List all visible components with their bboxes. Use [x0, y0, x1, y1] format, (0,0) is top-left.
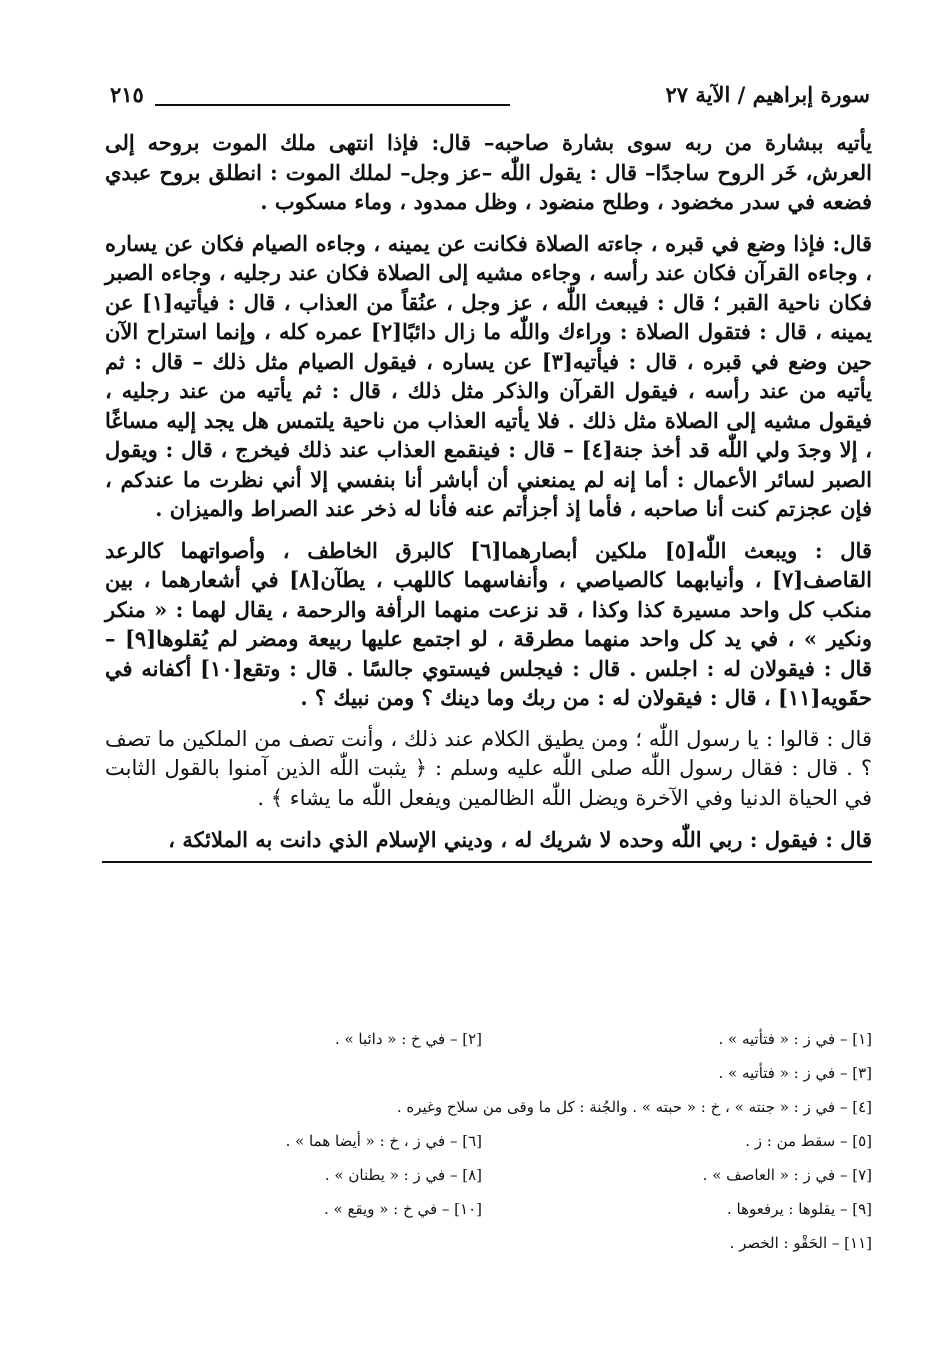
paragraph-5-last-line: قال : فيقول : ربي اللّٰه وحده لا شريك له ، وديني الإسلام الذي دانت به الملائكة ، — [102, 825, 872, 863]
running-title: سورة إبراهيم / الآية ٢٧ — [665, 82, 870, 107]
footnote: [٨] – في ز : « يطنان » . — [324, 1166, 482, 1184]
paragraph-4: قال : قالوا : يا رسول اللّٰه ؛ ومن يطيق الكلام عند ذلك ، وأنت تصف من الملكين ما تصف ؟ . قال : فقال رسول اللّٰه صلى اللّٰه عليه وسلم : ﴿ يثبت اللّٰه الذين آمنوا بالقول الثابت في الحياة الدنيا وفي الآخرة ويضل اللّٰه الظالمين ويفعل اللّٰه ما يشاء ﴾ . — [105, 726, 872, 810]
footnote-row — [180, 1056, 872, 1090]
footnote: [٧] – في ز : « العاصف » . — [702, 1166, 872, 1184]
footnote — [180, 1226, 482, 1260]
paragraph-2: قال: فإذا وضع في قبره ، جاءته الصلاة فكانت عن يمينه ، وجاءه الصيام فكان عن يساره ، وجاءه القرآن فكان عند رأسه ، وجاءه مشيه إلى الصلاة فكان عند رجليه ، وجاءه الصبر فكان ناحية القبر ؛ قال : فيبعث اللّٰه ، عز وجل ، عنُقاً من العذاب ، قال : فيأتيه[١] عن يمينه ، قال : فتقول الصلاة : وراءك واللّٰه ما زال دائبًا[٢] عمره كله ، وإنما استراح الآن حين وضع في قبره ، قال : فيأتيه[٣] عن يساره ، فيقول الصيام مثل ذلك – قال : ثم يأتيه من عند رأسه ، فيقول القرآن والذكر مثل ذلك ، قال : ثم يأتيه من عند رجليه ، فيقول مشيه إلى الصلاة مثل ذلك . فلا يأتيه العذاب من ناحية يلتمس هل يجد إليه مساغًا ، إلا وجدَ ولي اللّٰه قد أخذ جنة[٤] – قال : فينقمع العذاب عند ذلك فيخرج ، قال : ويقول الصبر لسائر الأعمال : أما إنه لم يمنعني أن أباشر أنا بنفسي إلا أني نظرت ما عندكم ، فإن عجزتم كنت أنا صاحبه ، فأما إذ أجزأتم عنه فأنا له ذخر عند الصراط والميزان . — [105, 230, 873, 521]
footnote: [١٠] – في خ : « ويقع » . — [323, 1200, 482, 1218]
footnote-row — [180, 1226, 872, 1260]
footnote-row — [180, 1192, 872, 1226]
footnote-row — [180, 1090, 872, 1124]
footnote: [٥] – سقط من : ز . — [745, 1132, 872, 1150]
footnotes — [180, 1022, 872, 1260]
page-number: ٢١٥ — [110, 82, 144, 107]
footnote-row — [180, 1158, 872, 1192]
footnote-row — [180, 1022, 872, 1056]
footnote — [180, 1090, 397, 1124]
paragraph-3: قال : ويبعث اللّٰه[٥] ملكين أبصارهما[٦] كالبرق الخاطف ، وأصواتهما كالرعد القاصف[٧] ، وأنيابهما كالصياصي ، وأنفاسهما كاللهب ، يطآن[٨] في أشعارهما ، بين منكب كل واحد مسيرة كذا وكذا ، قد نزعت منهما الرأفة والرحمة ، يقال لهما : « منكر ونكير » ، في يد كل واحد منهما مطرقة ، لو اجتمع عليها ربيعة ومضر لم يُقلوها[٩] – قال : فيقولان له : اجلس . قال : فيجلس فيستوي جالسًا . قال : وتقع[١٠] أكفانه في حقَويه[١١] ، قال : فيقولان له : من ربك وما دينك ؟ ومن نبيك ؟ . — [105, 537, 873, 710]
header-rule — [155, 104, 510, 106]
paragraph-1: يأتيه ببشارة من ربه سوى بشارة صاحبه– قال: فإذا انتهى ملك الموت بروحه إلى العرش، خَر الروح ساجدًا– قال : يقول اللّٰه –عز وجل– لملك الموت : انطلق بروح عبدي فضعه في سدر مخضود ، وطلح منضود ، وظل ممدود ، وماء مسكوب . — [105, 130, 872, 214]
main-text — [105, 128, 872, 863]
footnote: [٦] – في ز ، خ : « أيضا هما » . — [285, 1132, 482, 1150]
footnote-row — [180, 1124, 872, 1158]
footnote: [٢] – في خ : « دائبا » . — [334, 1030, 482, 1048]
footnote: [١١] – الحَقْو : الخصر . — [729, 1234, 872, 1252]
footnote: [٩] – يقلوها : يرفعوها . — [727, 1200, 872, 1218]
footnote: [٣] – في ز : « فتأتيه » . — [718, 1064, 872, 1082]
footnote — [180, 1056, 482, 1090]
page-header — [100, 82, 870, 122]
footnote: [١] – في ز : « فتأتيه » . — [718, 1030, 872, 1048]
footnote: [٤] – في ز : « جنته » ، خ : « حبته » . والجُنة : كل ما وقى من سلاح وغيره . — [396, 1098, 872, 1116]
